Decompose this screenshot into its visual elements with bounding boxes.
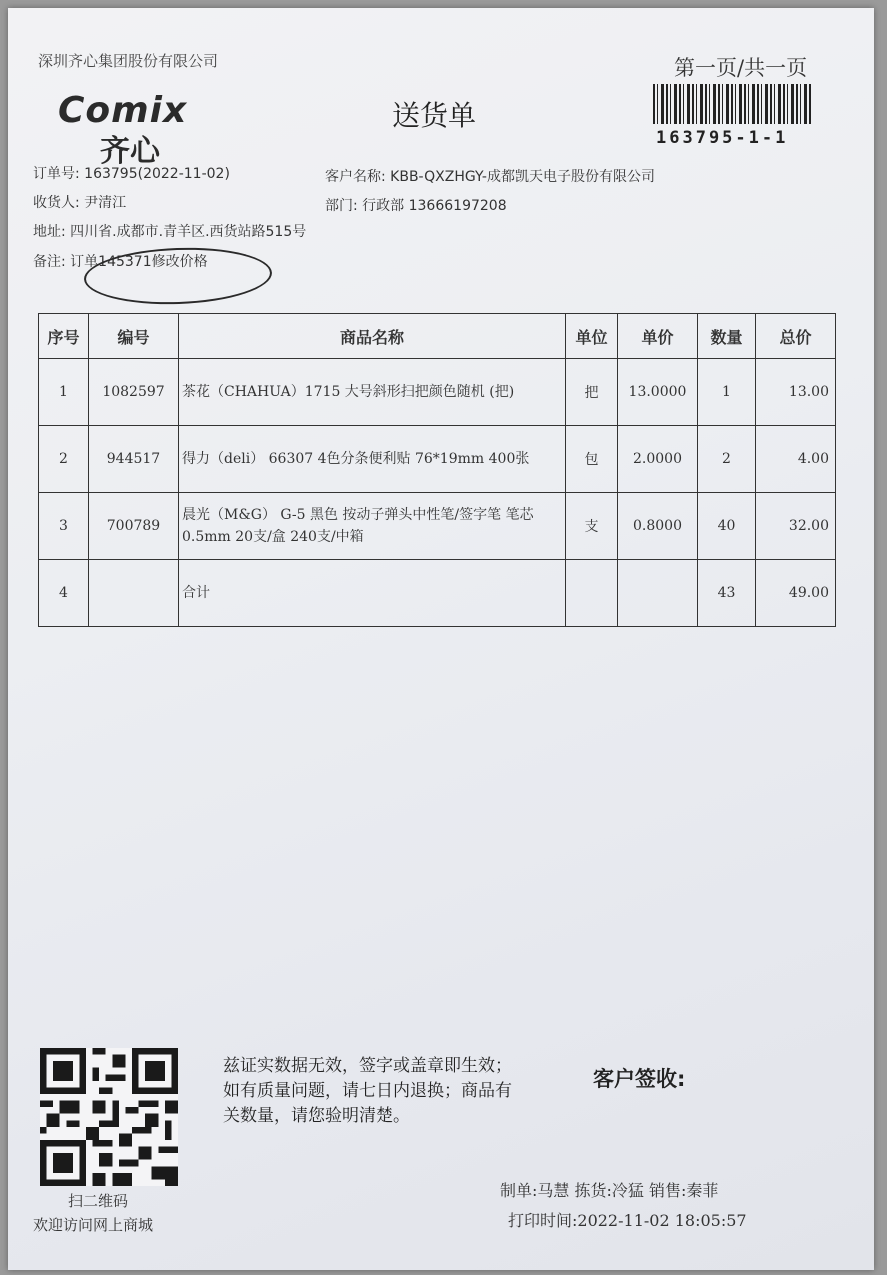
remark-label: 备注:	[33, 254, 66, 270]
cell-unit: 包	[566, 426, 618, 493]
remark-value: 订单145371修改价格	[70, 254, 208, 270]
cell-price: 2.0000	[618, 426, 698, 493]
staff-info: 制单:马慧 拣货:冷猛 销售:秦菲	[500, 1181, 719, 1200]
cell-no: 4	[39, 560, 89, 627]
cell-qty: 1	[698, 359, 756, 426]
cell-qty: 2	[698, 426, 756, 493]
page-indicator: 第一页/共一页	[674, 56, 808, 80]
comix-logo-chinese: 齐心	[100, 134, 160, 169]
receiver-label: 收货人:	[33, 195, 80, 211]
column-header: 商品名称	[179, 314, 566, 359]
cell-name: 合计	[179, 560, 566, 627]
column-header: 单价	[618, 314, 698, 359]
delivery-note-page	[8, 8, 874, 1270]
cell-total: 49.00	[756, 560, 836, 627]
cell-price: 13.0000	[618, 359, 698, 426]
department	[325, 195, 507, 215]
cell-qty: 40	[698, 493, 756, 560]
column-header: 总价	[756, 314, 836, 359]
table-row	[39, 426, 836, 493]
receiver-value: 尹清江	[84, 195, 127, 211]
cell-code	[89, 560, 179, 627]
cell-unit	[566, 560, 618, 627]
cell-total: 4.00	[756, 426, 836, 493]
print-time: 打印时间:2022-11-02 18:05:57	[508, 1211, 747, 1230]
order-number-label: 订单号:	[33, 166, 80, 182]
column-header: 单位	[566, 314, 618, 359]
column-header: 序号	[39, 314, 89, 359]
address	[33, 221, 306, 241]
table-row	[39, 493, 836, 560]
cell-code: 1082597	[89, 359, 179, 426]
cell-price: 0.8000	[618, 493, 698, 560]
items-table	[38, 313, 836, 627]
document-title: 送货单	[392, 99, 477, 132]
notice-text: 兹证实数据无效，签字或盖章即生效；如有质量问题，请七日内退换；商品有关数量，请您验明清楚。	[223, 1056, 512, 1126]
qr-code-icon	[40, 1048, 178, 1186]
department-label: 部门:	[325, 198, 358, 214]
cell-no: 3	[39, 493, 89, 560]
order-number	[33, 163, 230, 183]
cell-name: 茶花（CHAHUA）1715 大号斜形扫把颜色随机 (把)	[179, 359, 566, 426]
qr-caption: 扫二维码	[68, 1192, 129, 1210]
cell-code: 700789	[89, 493, 179, 560]
customer-name-value: KBB-QXZHGY-成都凯天电子股份有限公司	[390, 169, 655, 185]
mall-welcome-text: 欢迎访问网上商城	[33, 1216, 154, 1234]
column-header: 编号	[89, 314, 179, 359]
address-label: 地址:	[33, 224, 66, 240]
cell-total: 13.00	[756, 359, 836, 426]
customer-name	[325, 166, 655, 186]
cell-unit: 支	[566, 493, 618, 560]
cell-unit: 把	[566, 359, 618, 426]
comix-logo: Comix	[58, 90, 188, 131]
cell-no: 2	[39, 426, 89, 493]
order-number-value: 163795(2022-11-02)	[84, 166, 230, 182]
table-header-row	[39, 314, 836, 359]
receiver	[33, 192, 126, 212]
cell-no: 1	[39, 359, 89, 426]
cell-qty: 43	[698, 560, 756, 627]
cell-total: 32.00	[756, 493, 836, 560]
department-value: 行政部 13666197208	[362, 198, 507, 214]
customer-signature-label: 客户签收:	[593, 1067, 686, 1091]
cell-price	[618, 560, 698, 627]
table-row-total	[39, 560, 836, 627]
barcode-number: 163795-1-1	[656, 128, 789, 148]
barcode	[653, 84, 811, 124]
address-value: 四川省.成都市.青羊区.西货站路515号	[70, 224, 307, 240]
cell-code: 944517	[89, 426, 179, 493]
cell-name: 晨光（M&G） G-5 黑色 按动子弹头中性笔/签字笔 笔芯0.5mm 20支/盒 240支/中箱	[179, 493, 566, 560]
customer-name-label: 客户名称:	[325, 169, 386, 185]
cell-name: 得力（deli） 66307 4色分条便利贴 76*19mm 400张	[179, 426, 566, 493]
column-header: 数量	[698, 314, 756, 359]
table-row	[39, 359, 836, 426]
company-name: 深圳齐心集团股份有限公司	[38, 52, 219, 70]
